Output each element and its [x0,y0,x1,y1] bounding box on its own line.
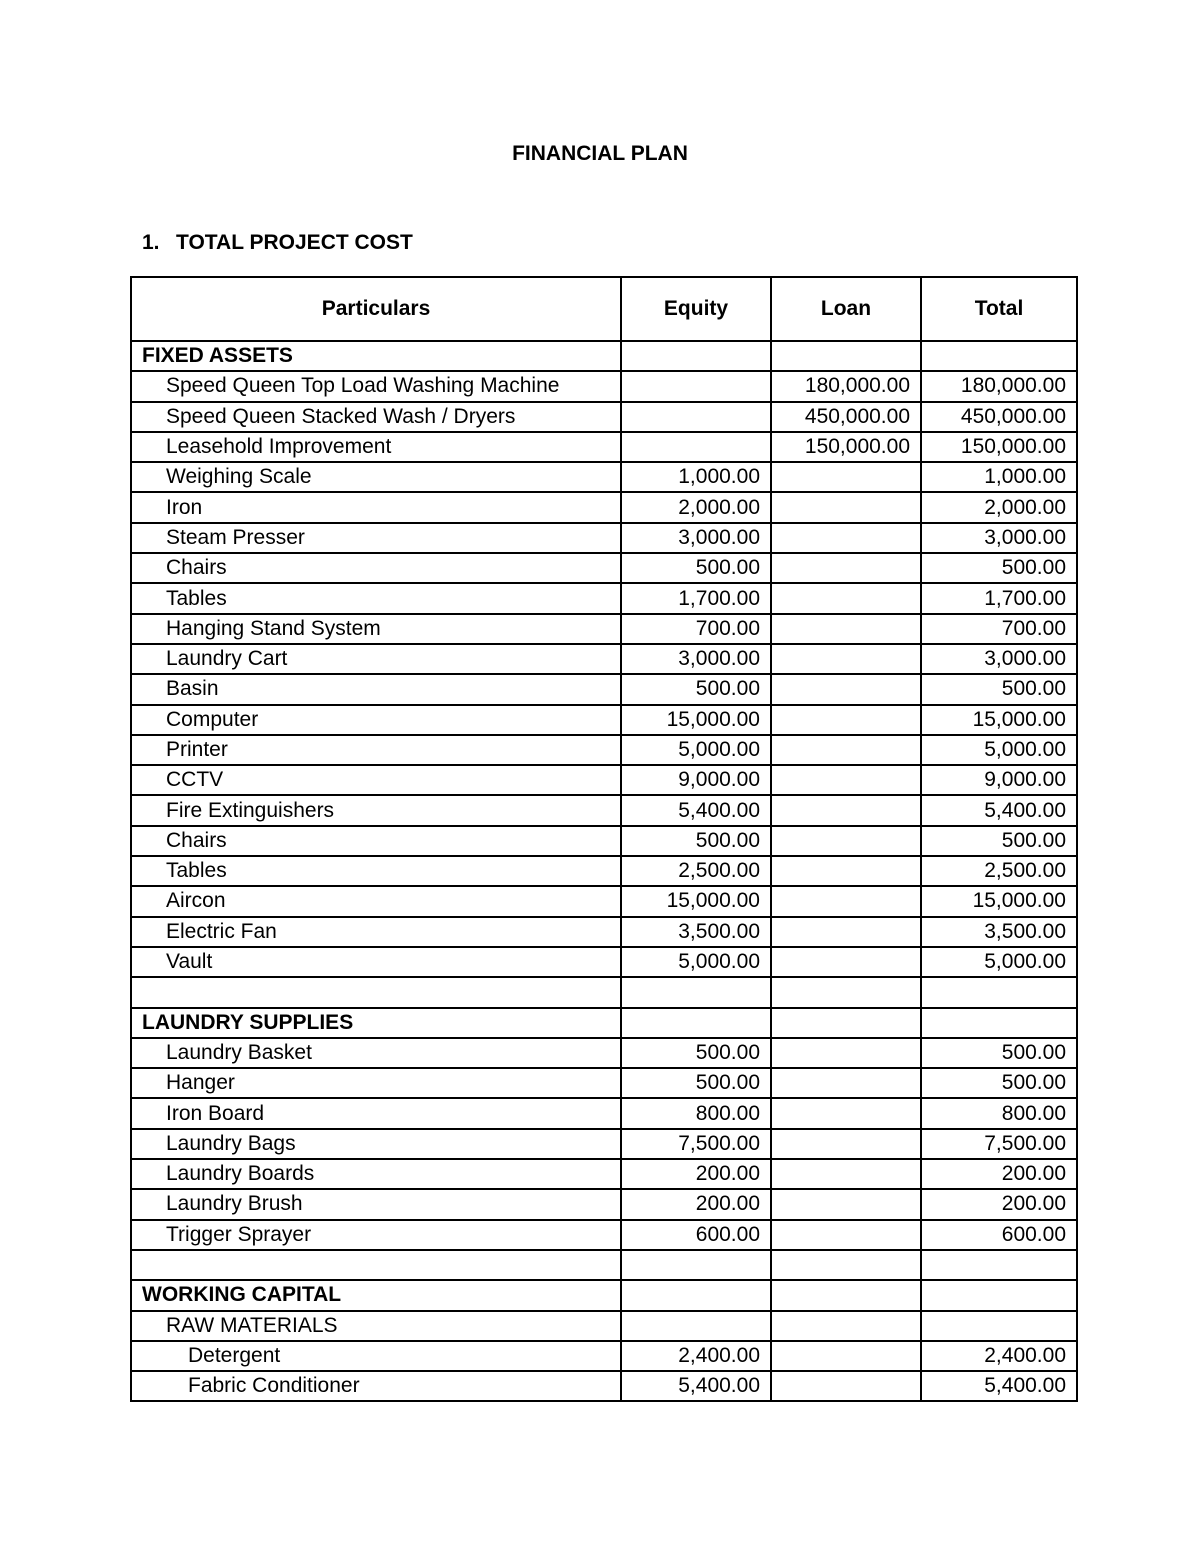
cell-equity: 3,000.00 [621,644,771,674]
table-row [131,1341,1077,1371]
cell-total: 5,400.00 [921,795,1077,825]
section-heading-text: TOTAL PROJECT COST [176,231,413,254]
cell-particulars: Laundry Bags [131,1129,621,1159]
table-row [131,341,1077,371]
cell-equity: 600.00 [621,1220,771,1250]
table-row [131,371,1077,401]
cell-particulars [131,977,621,1007]
cell-equity [621,1250,771,1280]
cell-equity: 200.00 [621,1159,771,1189]
table-row [131,826,1077,856]
table-row [131,1068,1077,1098]
cell-particulars: LAUNDRY SUPPLIES [131,1008,621,1038]
table-row [131,705,1077,735]
table-row [131,1038,1077,1068]
cell-total: 5,000.00 [921,735,1077,765]
cell-particulars: CCTV [131,765,621,795]
cell-total [921,341,1077,371]
cell-loan [771,583,921,613]
cell-particulars: Fire Extinguishers [131,795,621,825]
header-equity: Equity [621,277,771,341]
cell-loan [771,492,921,522]
header-loan: Loan [771,277,921,341]
cell-total: 1,700.00 [921,583,1077,613]
cell-loan [771,795,921,825]
cell-loan [771,705,921,735]
cell-total: 7,500.00 [921,1129,1077,1159]
cell-particulars: Detergent [131,1341,621,1371]
cell-loan [771,1280,921,1310]
cell-equity: 3,500.00 [621,917,771,947]
cell-total: 15,000.00 [921,886,1077,916]
cell-equity [621,402,771,432]
cell-total: 3,000.00 [921,644,1077,674]
table-row [131,674,1077,704]
cell-particulars: Iron [131,492,621,522]
cell-equity: 1,700.00 [621,583,771,613]
cell-loan [771,1341,921,1371]
table-row [131,1220,1077,1250]
cell-loan [771,1220,921,1250]
cell-equity: 5,000.00 [621,947,771,977]
table-row [131,795,1077,825]
cell-loan [771,765,921,795]
cell-loan: 150,000.00 [771,432,921,462]
cell-particulars: WORKING CAPITAL [131,1280,621,1310]
cell-equity: 500.00 [621,1038,771,1068]
cell-particulars: Iron Board [131,1098,621,1128]
cell-particulars: Laundry Brush [131,1189,621,1219]
cell-loan [771,1129,921,1159]
cell-total: 500.00 [921,1038,1077,1068]
table-row [131,644,1077,674]
cell-equity [621,432,771,462]
cell-equity: 2,500.00 [621,856,771,886]
cell-loan: 450,000.00 [771,402,921,432]
cell-total: 15,000.00 [921,705,1077,735]
cell-total: 500.00 [921,674,1077,704]
cell-total: 450,000.00 [921,402,1077,432]
cell-total: 2,400.00 [921,1341,1077,1371]
cell-loan [771,1189,921,1219]
cell-particulars: Steam Presser [131,523,621,553]
cell-particulars: Hanger [131,1068,621,1098]
cell-total [921,1008,1077,1038]
cell-total: 3,000.00 [921,523,1077,553]
table-row [131,1129,1077,1159]
cell-total [921,1311,1077,1341]
cell-particulars: Speed Queen Top Load Washing Machine [131,371,621,401]
table-row [131,614,1077,644]
section-number: 1. [142,231,160,254]
page-title: FINANCIAL PLAN [512,142,688,165]
cell-total: 2,000.00 [921,492,1077,522]
cell-loan [771,917,921,947]
section-heading [142,231,413,255]
table-row [131,492,1077,522]
cell-loan [771,644,921,674]
table-row [131,917,1077,947]
table-row [131,1189,1077,1219]
cell-equity [621,1280,771,1310]
cell-equity: 5,400.00 [621,795,771,825]
cell-total: 500.00 [921,553,1077,583]
cell-loan [771,614,921,644]
cell-particulars: Electric Fan [131,917,621,947]
cell-equity [621,341,771,371]
cell-particulars: Speed Queen Stacked Wash / Dryers [131,402,621,432]
cell-particulars: FIXED ASSETS [131,341,621,371]
table-header-row [131,277,1077,341]
cell-total: 200.00 [921,1189,1077,1219]
cell-equity: 500.00 [621,1068,771,1098]
table-row [131,947,1077,977]
cell-equity: 5,400.00 [621,1371,771,1401]
cell-equity: 9,000.00 [621,765,771,795]
cell-total: 150,000.00 [921,432,1077,462]
cell-particulars: RAW MATERIALS [131,1311,621,1341]
cell-loan [771,523,921,553]
cell-particulars: Laundry Basket [131,1038,621,1068]
cell-equity: 700.00 [621,614,771,644]
cell-total: 700.00 [921,614,1077,644]
cell-loan [771,947,921,977]
cell-particulars: Hanging Stand System [131,614,621,644]
cell-loan [771,1008,921,1038]
cell-total: 5,000.00 [921,947,1077,977]
table-row [131,1280,1077,1310]
cell-loan [771,1098,921,1128]
cell-particulars: Chairs [131,553,621,583]
cell-loan [771,1068,921,1098]
cell-particulars: Computer [131,705,621,735]
cell-particulars: Basin [131,674,621,704]
cell-loan [771,977,921,1007]
cell-equity [621,977,771,1007]
table-row [131,462,1077,492]
cell-total: 9,000.00 [921,765,1077,795]
cell-particulars: Laundry Cart [131,644,621,674]
cell-loan: 180,000.00 [771,371,921,401]
cell-total: 1,000.00 [921,462,1077,492]
table-row [131,977,1077,1007]
cell-particulars: Tables [131,856,621,886]
cell-particulars: Aircon [131,886,621,916]
cell-equity: 2,000.00 [621,492,771,522]
cell-particulars: Weighing Scale [131,462,621,492]
cell-total: 2,500.00 [921,856,1077,886]
table-row [131,553,1077,583]
cell-equity: 500.00 [621,826,771,856]
header-total: Total [921,277,1077,341]
table-row [131,1098,1077,1128]
cell-loan [771,553,921,583]
cell-loan [771,1159,921,1189]
cell-equity: 500.00 [621,674,771,704]
cell-equity: 800.00 [621,1098,771,1128]
cell-total: 600.00 [921,1220,1077,1250]
table-row [131,1371,1077,1401]
cell-loan [771,1311,921,1341]
table-body [131,341,1077,1401]
cell-particulars: Tables [131,583,621,613]
cell-loan [771,1371,921,1401]
table-row [131,765,1077,795]
table-row [131,856,1077,886]
table-row [131,1311,1077,1341]
table-row [131,523,1077,553]
cell-particulars [131,1250,621,1280]
cell-total: 180,000.00 [921,371,1077,401]
cell-total: 500.00 [921,826,1077,856]
table-row [131,1159,1077,1189]
cell-equity: 3,000.00 [621,523,771,553]
cell-total: 200.00 [921,1159,1077,1189]
cell-equity [621,1008,771,1038]
cell-particulars: Printer [131,735,621,765]
cell-equity: 15,000.00 [621,886,771,916]
table-row [131,735,1077,765]
cell-particulars: Leasehold Improvement [131,432,621,462]
cell-loan [771,886,921,916]
cell-total: 3,500.00 [921,917,1077,947]
table-row [131,1250,1077,1280]
table-row [131,1008,1077,1038]
cell-loan [771,674,921,704]
cell-particulars: Vault [131,947,621,977]
project-cost-table [130,276,1078,1402]
cell-particulars: Trigger Sprayer [131,1220,621,1250]
cell-particulars: Fabric Conditioner [131,1371,621,1401]
cell-loan [771,735,921,765]
cell-total [921,977,1077,1007]
cell-equity: 2,400.00 [621,1341,771,1371]
table-row [131,886,1077,916]
cell-equity: 7,500.00 [621,1129,771,1159]
cell-equity: 500.00 [621,553,771,583]
cell-loan [771,826,921,856]
table-row [131,583,1077,613]
cell-total: 5,400.00 [921,1371,1077,1401]
cell-total: 800.00 [921,1098,1077,1128]
cell-equity: 1,000.00 [621,462,771,492]
cell-total: 500.00 [921,1068,1077,1098]
table-row [131,432,1077,462]
cell-particulars: Laundry Boards [131,1159,621,1189]
cell-total [921,1250,1077,1280]
cell-equity: 15,000.00 [621,705,771,735]
cell-loan [771,341,921,371]
table-row [131,402,1077,432]
header-particulars: Particulars [131,277,621,341]
cell-loan [771,1250,921,1280]
cell-equity [621,1311,771,1341]
cell-equity: 200.00 [621,1189,771,1219]
cell-loan [771,462,921,492]
cell-equity: 5,000.00 [621,735,771,765]
cell-loan [771,1038,921,1068]
cell-equity [621,371,771,401]
cell-loan [771,856,921,886]
cell-total [921,1280,1077,1310]
cell-particulars: Chairs [131,826,621,856]
